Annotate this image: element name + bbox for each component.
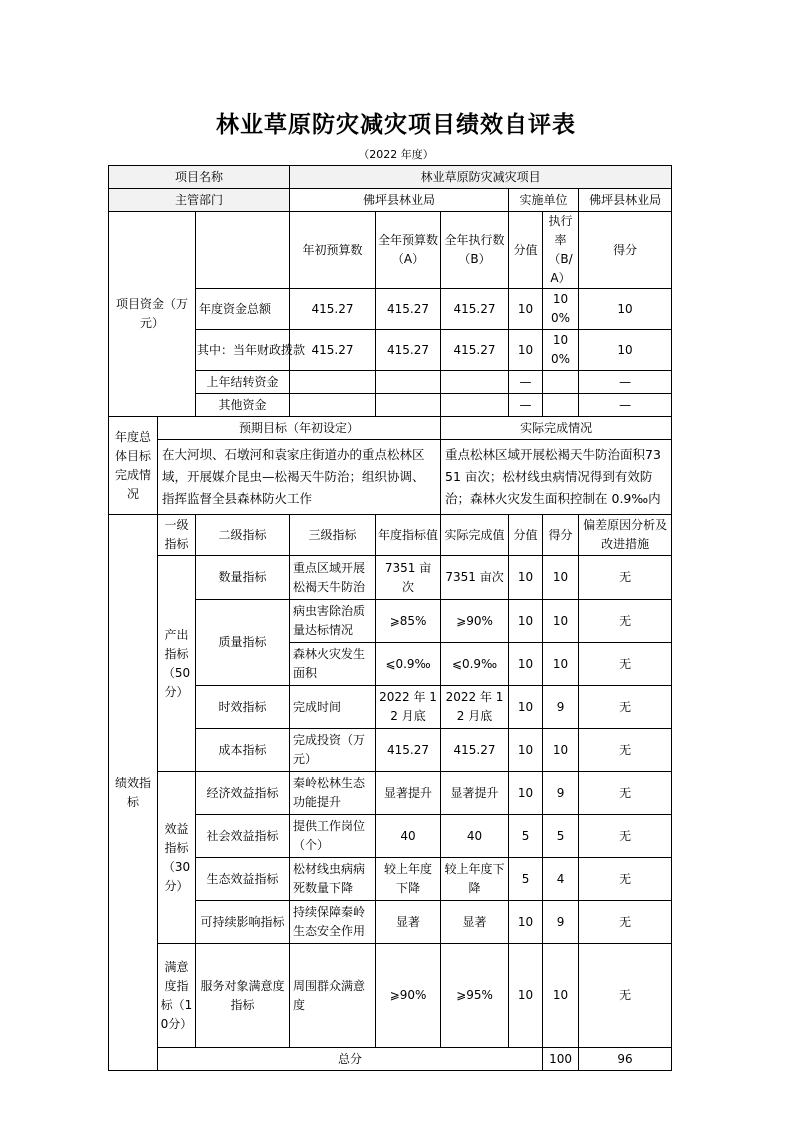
fund-exec: 415.27: [441, 289, 509, 330]
indicator-got: 9: [543, 901, 579, 944]
indicator-got: 10: [543, 556, 579, 600]
indicator-l3: 提供工作岗位（个）: [290, 815, 376, 858]
indicator-reason: 无: [579, 600, 672, 643]
indicator-reason: 无: [579, 643, 672, 686]
col-l3: 三级指标: [290, 515, 376, 556]
indicator-l3: 松材线虫病病死数量下降: [290, 858, 376, 901]
indicator-l3: 完成投资（万元）: [290, 729, 376, 772]
indicator-actual: 7351 亩次: [441, 556, 509, 600]
fund-exec: [441, 394, 509, 417]
col-actual: 实际完成值: [441, 515, 509, 556]
self-evaluation-table: [108, 165, 672, 1071]
fund-score: 10: [509, 289, 543, 330]
indicator-l2: 服务对象满意度指标: [196, 944, 290, 1048]
col-got: 得分: [579, 212, 672, 289]
col-l1: 一级指标: [158, 515, 196, 556]
col-initial: 年初预算数: [290, 212, 376, 289]
fund-rate: [543, 371, 579, 394]
indicator-actual: ⩾90%: [441, 600, 509, 643]
fund-got: 10: [579, 289, 672, 330]
indicator-target: 2022 年 12 月底: [376, 686, 441, 729]
indicator-target: 7351 亩次: [376, 556, 441, 600]
indicator-l3: 森林火灾发生面积: [290, 643, 376, 686]
col-annual: 全年预算数（A）: [376, 212, 441, 289]
indicator-target: ⩾90%: [376, 944, 441, 1048]
dept-label: 主管部门: [109, 189, 290, 212]
indicator-actual: 显著提升: [441, 772, 509, 815]
indicator-target: 415.27: [376, 729, 441, 772]
indicator-score: 10: [509, 944, 543, 1048]
col-target: 年度指标值: [376, 515, 441, 556]
indicator-reason: 无: [579, 944, 672, 1048]
fund-row-name: 其中：当年财政拨款: [196, 330, 290, 371]
indicator-l3: 病虫害除治质量达标情况: [290, 600, 376, 643]
col-reason: 偏差原因分析及改进措施: [579, 515, 672, 556]
indicator-got: 9: [543, 772, 579, 815]
indicator-l3: 重点区域开展松褐天牛防治: [290, 556, 376, 600]
indicator-got: 9: [543, 686, 579, 729]
expected-goal-text: 在大河坝、石墩河和袁家庄街道办的重点松林区域，开展媒介昆虫—松褐天牛防治；组织协调、指挥监督全县森林防火工作: [158, 440, 441, 515]
actual-goal-text: 重点松林区域开展松褐天牛防治面积7351 亩次；松材线虫病情况得到有效防治；森林火灾发生面积控制在 0.9‰内: [441, 440, 672, 515]
indicator-got: 10: [543, 729, 579, 772]
indicator-score: 10: [509, 686, 543, 729]
project-name-label: 项目名称: [109, 166, 290, 189]
indicator-reason: 无: [579, 772, 672, 815]
col-l2: 二级指标: [196, 515, 290, 556]
output-indicator-label: 产出指标（50分）: [158, 556, 196, 772]
satisfaction-indicator-label: 满意度指标（10分）: [158, 944, 196, 1048]
indicator-got: 10: [543, 944, 579, 1048]
indicator-score: 10: [509, 901, 543, 944]
indicator-l2: 可持续影响指标: [196, 901, 290, 944]
fund-row-name: 上年结转资金: [196, 371, 290, 394]
fund-got: —: [579, 371, 672, 394]
page-title: 林业草原防灾减灾项目绩效自评表: [216, 111, 576, 138]
indicator-target: 40: [376, 815, 441, 858]
performance-label: 绩效指标: [109, 515, 158, 1071]
indicator-score: 5: [509, 815, 543, 858]
fund-initial: 415.27: [290, 289, 376, 330]
col-rate: 执行率（B/A）: [543, 212, 579, 289]
indicator-score: 5: [509, 858, 543, 901]
indicator-target: 显著: [376, 901, 441, 944]
fund-rate: [543, 394, 579, 417]
indicator-l3: 周围群众满意度: [290, 944, 376, 1048]
indicator-score: 10: [509, 729, 543, 772]
indicator-l3: 秦岭松林生态功能提升: [290, 772, 376, 815]
indicator-l2: 数量指标: [196, 556, 290, 600]
project-name-value: 林业草原防灾减灾项目: [290, 166, 672, 189]
impl-value: 佛坪县林业局: [579, 189, 672, 212]
indicator-actual: 显著: [441, 901, 509, 944]
indicator-score: 10: [509, 600, 543, 643]
indicator-got: 10: [543, 600, 579, 643]
total-got: 96: [579, 1048, 672, 1071]
indicator-got: 5: [543, 815, 579, 858]
year-note: （2022 年度）: [358, 148, 434, 161]
goals-label: 年度总体目标完成情况: [109, 417, 158, 515]
impl-label: 实施单位: [509, 189, 579, 212]
fund-exec: 415.27: [441, 330, 509, 371]
col-perf-score: 分值: [509, 515, 543, 556]
indicator-l3: 完成时间: [290, 686, 376, 729]
fund-score: —: [509, 371, 543, 394]
fund-row-name: 年度资金总额: [196, 289, 290, 330]
indicator-score: 10: [509, 772, 543, 815]
indicator-score: 10: [509, 643, 543, 686]
fund-row-name: 其他资金: [196, 394, 290, 417]
fund-annual: 415.27: [376, 330, 441, 371]
fund-got: —: [579, 394, 672, 417]
total-score: 100: [543, 1048, 579, 1071]
fund-annual: 415.27: [376, 289, 441, 330]
fund-score: —: [509, 394, 543, 417]
fund-score: 10: [509, 330, 543, 371]
funds-blank: [196, 212, 290, 289]
indicator-target: 显著提升: [376, 772, 441, 815]
indicator-reason: 无: [579, 686, 672, 729]
dept-value: 佛坪县林业局: [290, 189, 509, 212]
fund-initial: 415.27: [290, 330, 376, 371]
total-label: 总分: [158, 1048, 543, 1071]
indicator-got: 10: [543, 643, 579, 686]
fund-exec: [441, 371, 509, 394]
fund-got: 10: [579, 330, 672, 371]
indicator-target: 较上年度下降: [376, 858, 441, 901]
indicator-actual: 较上年度下降: [441, 858, 509, 901]
indicator-l2: 质量指标: [196, 600, 290, 686]
fund-rate: 100%: [543, 289, 579, 330]
indicator-actual: ⩽0.9‰: [441, 643, 509, 686]
indicator-reason: 无: [579, 858, 672, 901]
indicator-reason: 无: [579, 901, 672, 944]
indicator-reason: 无: [579, 729, 672, 772]
indicator-actual: 2022 年 12 月底: [441, 686, 509, 729]
indicator-actual: 415.27: [441, 729, 509, 772]
indicator-reason: 无: [579, 815, 672, 858]
indicator-actual: 40: [441, 815, 509, 858]
indicator-target: ⩾85%: [376, 600, 441, 643]
indicator-l3: 持续保障秦岭生态安全作用: [290, 901, 376, 944]
indicator-l2: 社会效益指标: [196, 815, 290, 858]
indicator-score: 10: [509, 556, 543, 600]
indicator-l2: 经济效益指标: [196, 772, 290, 815]
col-exec: 全年执行数（B）: [441, 212, 509, 289]
indicator-l2: 成本指标: [196, 729, 290, 772]
indicator-actual: ⩾95%: [441, 944, 509, 1048]
indicator-l2: 生态效益指标: [196, 858, 290, 901]
col-perf-got: 得分: [543, 515, 579, 556]
indicator-reason: 无: [579, 556, 672, 600]
funds-label: 项目资金（万元）: [109, 212, 196, 417]
indicator-target: ⩽0.9‰: [376, 643, 441, 686]
indicator-l2: 时效指标: [196, 686, 290, 729]
expected-goal-label: 预期目标（年初设定）: [158, 417, 441, 440]
actual-goal-label: 实际完成情况: [441, 417, 672, 440]
fund-annual: [376, 371, 441, 394]
fund-initial: [290, 371, 376, 394]
fund-initial: [290, 394, 376, 417]
col-score: 分值: [509, 212, 543, 289]
fund-annual: [376, 394, 441, 417]
fund-rate: 100%: [543, 330, 579, 371]
indicator-got: 4: [543, 858, 579, 901]
effect-indicator-label: 效益指标（30分）: [158, 772, 196, 944]
